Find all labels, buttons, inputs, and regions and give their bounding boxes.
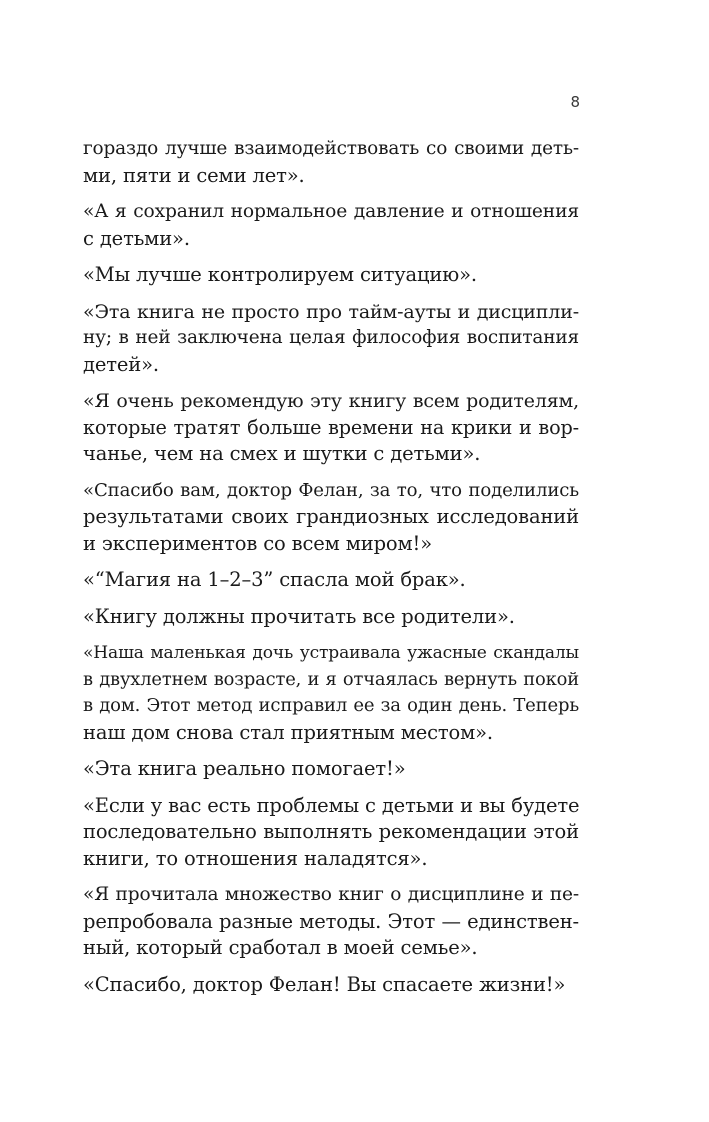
text-line: книги, то отношения наладятся». bbox=[83, 846, 428, 870]
text-line: «Я прочитала множество книг о дисциплине и пе- bbox=[83, 884, 579, 905]
text-line: с детьми». bbox=[83, 226, 190, 250]
testimonial-paragraph bbox=[83, 478, 579, 558]
text-line: «Если у вас есть проблемы с детьми и вы будете bbox=[83, 793, 580, 817]
text-line: результатами своих грандиозных исследований bbox=[83, 505, 579, 528]
text-line: «Эта книга не просто про тайм-ауты и дисципли- bbox=[83, 300, 579, 323]
text-line: которые тратят больше времени на крики и вор- bbox=[83, 415, 579, 439]
text-line: ну; в ней заключена целая философия воспитания bbox=[83, 327, 579, 348]
testimonial-paragraph bbox=[83, 299, 579, 379]
text-line: «Книгу должны прочитать все родители». bbox=[83, 604, 515, 628]
testimonial-paragraph bbox=[83, 882, 579, 962]
text-line: последовательно выполнять рекомендации этой bbox=[83, 820, 579, 843]
text-line: в двухлетнем возрасте, и я отчаялась вернуть покой bbox=[83, 668, 579, 690]
testimonial-paragraph bbox=[83, 972, 579, 999]
text-line: гораздо лучше взаимодействовать со своими деть- bbox=[83, 138, 579, 159]
text-line: репробовала разные методы. Этот — единствен- bbox=[83, 909, 579, 933]
text-line: ми, пяти и семи лет». bbox=[83, 163, 305, 187]
testimonial-paragraph bbox=[83, 388, 579, 468]
text-line: «Мы лучше контролируем ситуацию». bbox=[83, 263, 477, 286]
testimonial-paragraph bbox=[83, 567, 579, 594]
testimonial-paragraph bbox=[83, 604, 579, 631]
text-line: «Спасибо вам, доктор Фелан, за то, что поделились bbox=[83, 479, 579, 501]
page-number: 8 bbox=[570, 93, 580, 111]
text-line: чанье, чем на смех и шутки с детьми». bbox=[83, 442, 481, 465]
text-line: «А я сохранил нормальное давление и отношения bbox=[83, 201, 579, 222]
testimonial-paragraph bbox=[83, 793, 579, 873]
text-line: ный, который сработал в моей семье». bbox=[83, 936, 478, 959]
testimonial-paragraph bbox=[83, 756, 579, 783]
text-line: «Эта книга реально помогает!» bbox=[83, 757, 406, 780]
text-line: наш дом снова стал приятным местом». bbox=[83, 720, 493, 744]
text-line: и экспериментов со всем миром!» bbox=[83, 531, 432, 555]
text-line: «Наша маленькая дочь устраивала ужасные скандалы bbox=[83, 643, 579, 663]
text-line: «Я очень рекомендую эту книгу всем родителям, bbox=[83, 390, 579, 412]
testimonial-paragraph bbox=[83, 199, 579, 252]
text-line: детей». bbox=[83, 352, 159, 376]
text-line: «“Магия на 1–2–3” спасла мой брак». bbox=[83, 568, 466, 591]
text-line: в дом. Этот метод исправил ее за один день. Теперь bbox=[83, 695, 579, 716]
testimonials-text bbox=[83, 136, 579, 1008]
testimonial-paragraph bbox=[83, 136, 579, 189]
testimonial-paragraph bbox=[83, 640, 579, 746]
text-line: «Спасибо, доктор Фелан! Вы спасаете жизни!» bbox=[83, 972, 566, 996]
testimonial-paragraph bbox=[83, 262, 579, 289]
